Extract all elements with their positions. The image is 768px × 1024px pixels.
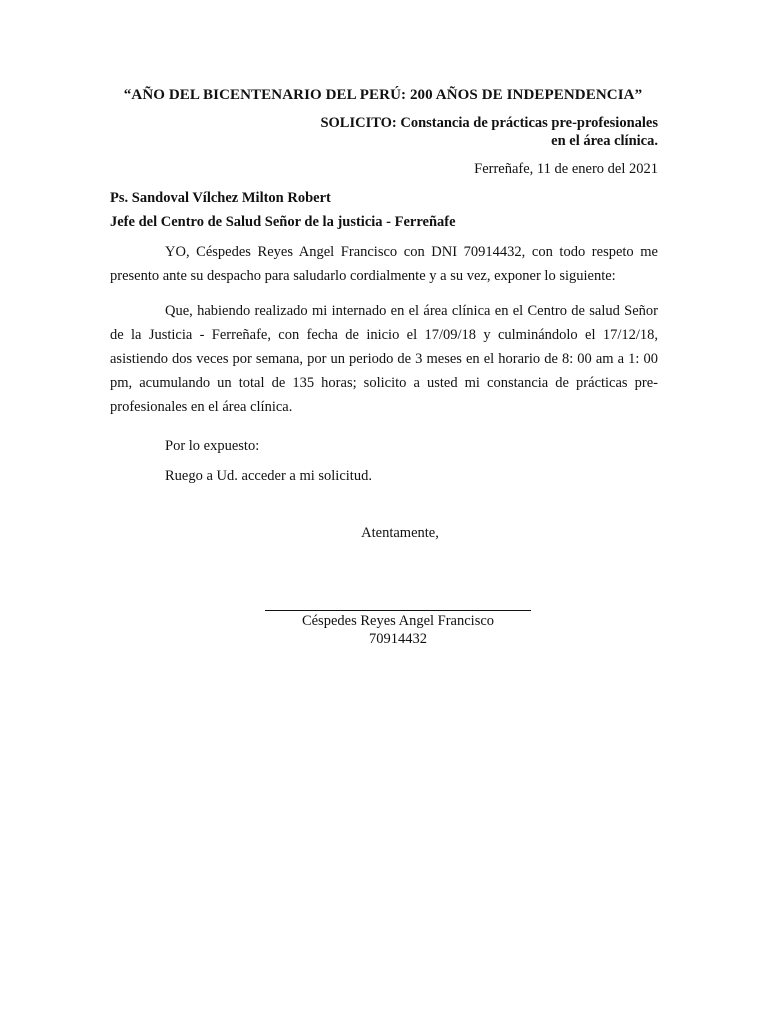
letter-date: Ferreñafe, 11 de enero del 2021 — [474, 161, 658, 177]
subject-line-1: SOLICITO: Constancia de prácticas pre-profesionales — [320, 115, 658, 131]
expuesto-line: Por lo expuesto: — [165, 438, 260, 454]
intro-paragraph: YO, Céspedes Reyes Angel Francisco con DNI 70914432, con todo respeto me presento ante su despacho para saludarlo cordialmente y a su vez, exponer lo siguiente: — [110, 244, 658, 284]
subject-block — [320, 114, 658, 150]
request-line: Ruego a Ud. acceder a mi solicitud. — [165, 468, 372, 484]
signature-dni: 70914432 — [369, 631, 427, 647]
recipient-name: Ps. Sandoval Vílchez Milton Robert — [110, 190, 331, 206]
signature-line — [265, 610, 531, 611]
body-paragraph: Que, habiendo realizado mi internado en el área clínica en el Centro de salud Señor de la Justicia - Ferreñafe, con fecha de inicio el 17/09/18 y culminándolo el 17/12/18, asistiendo dos veces por semana, por un periodo de 3 meses en el horario de 8: 00 am a 1: 00 pm, acumulando un total de 135 horas; solicito a usted mi constancia de prácticas pre-profesionales en el área clínica. — [110, 303, 658, 415]
closing-salutation: Atentamente, — [361, 525, 439, 541]
recipient-position: Jefe del Centro de Salud Señor de la justicia - Ferreñafe — [110, 214, 456, 230]
recipient-block — [110, 186, 456, 234]
subject-line-2: en el área clínica. — [551, 133, 658, 149]
signature-name: Céspedes Reyes Angel Francisco — [301, 613, 495, 629]
year-motto: “AÑO DEL BICENTENARIO DEL PERÚ: 200 AÑOS DE INDEPENDENCIA” — [123, 87, 643, 103]
